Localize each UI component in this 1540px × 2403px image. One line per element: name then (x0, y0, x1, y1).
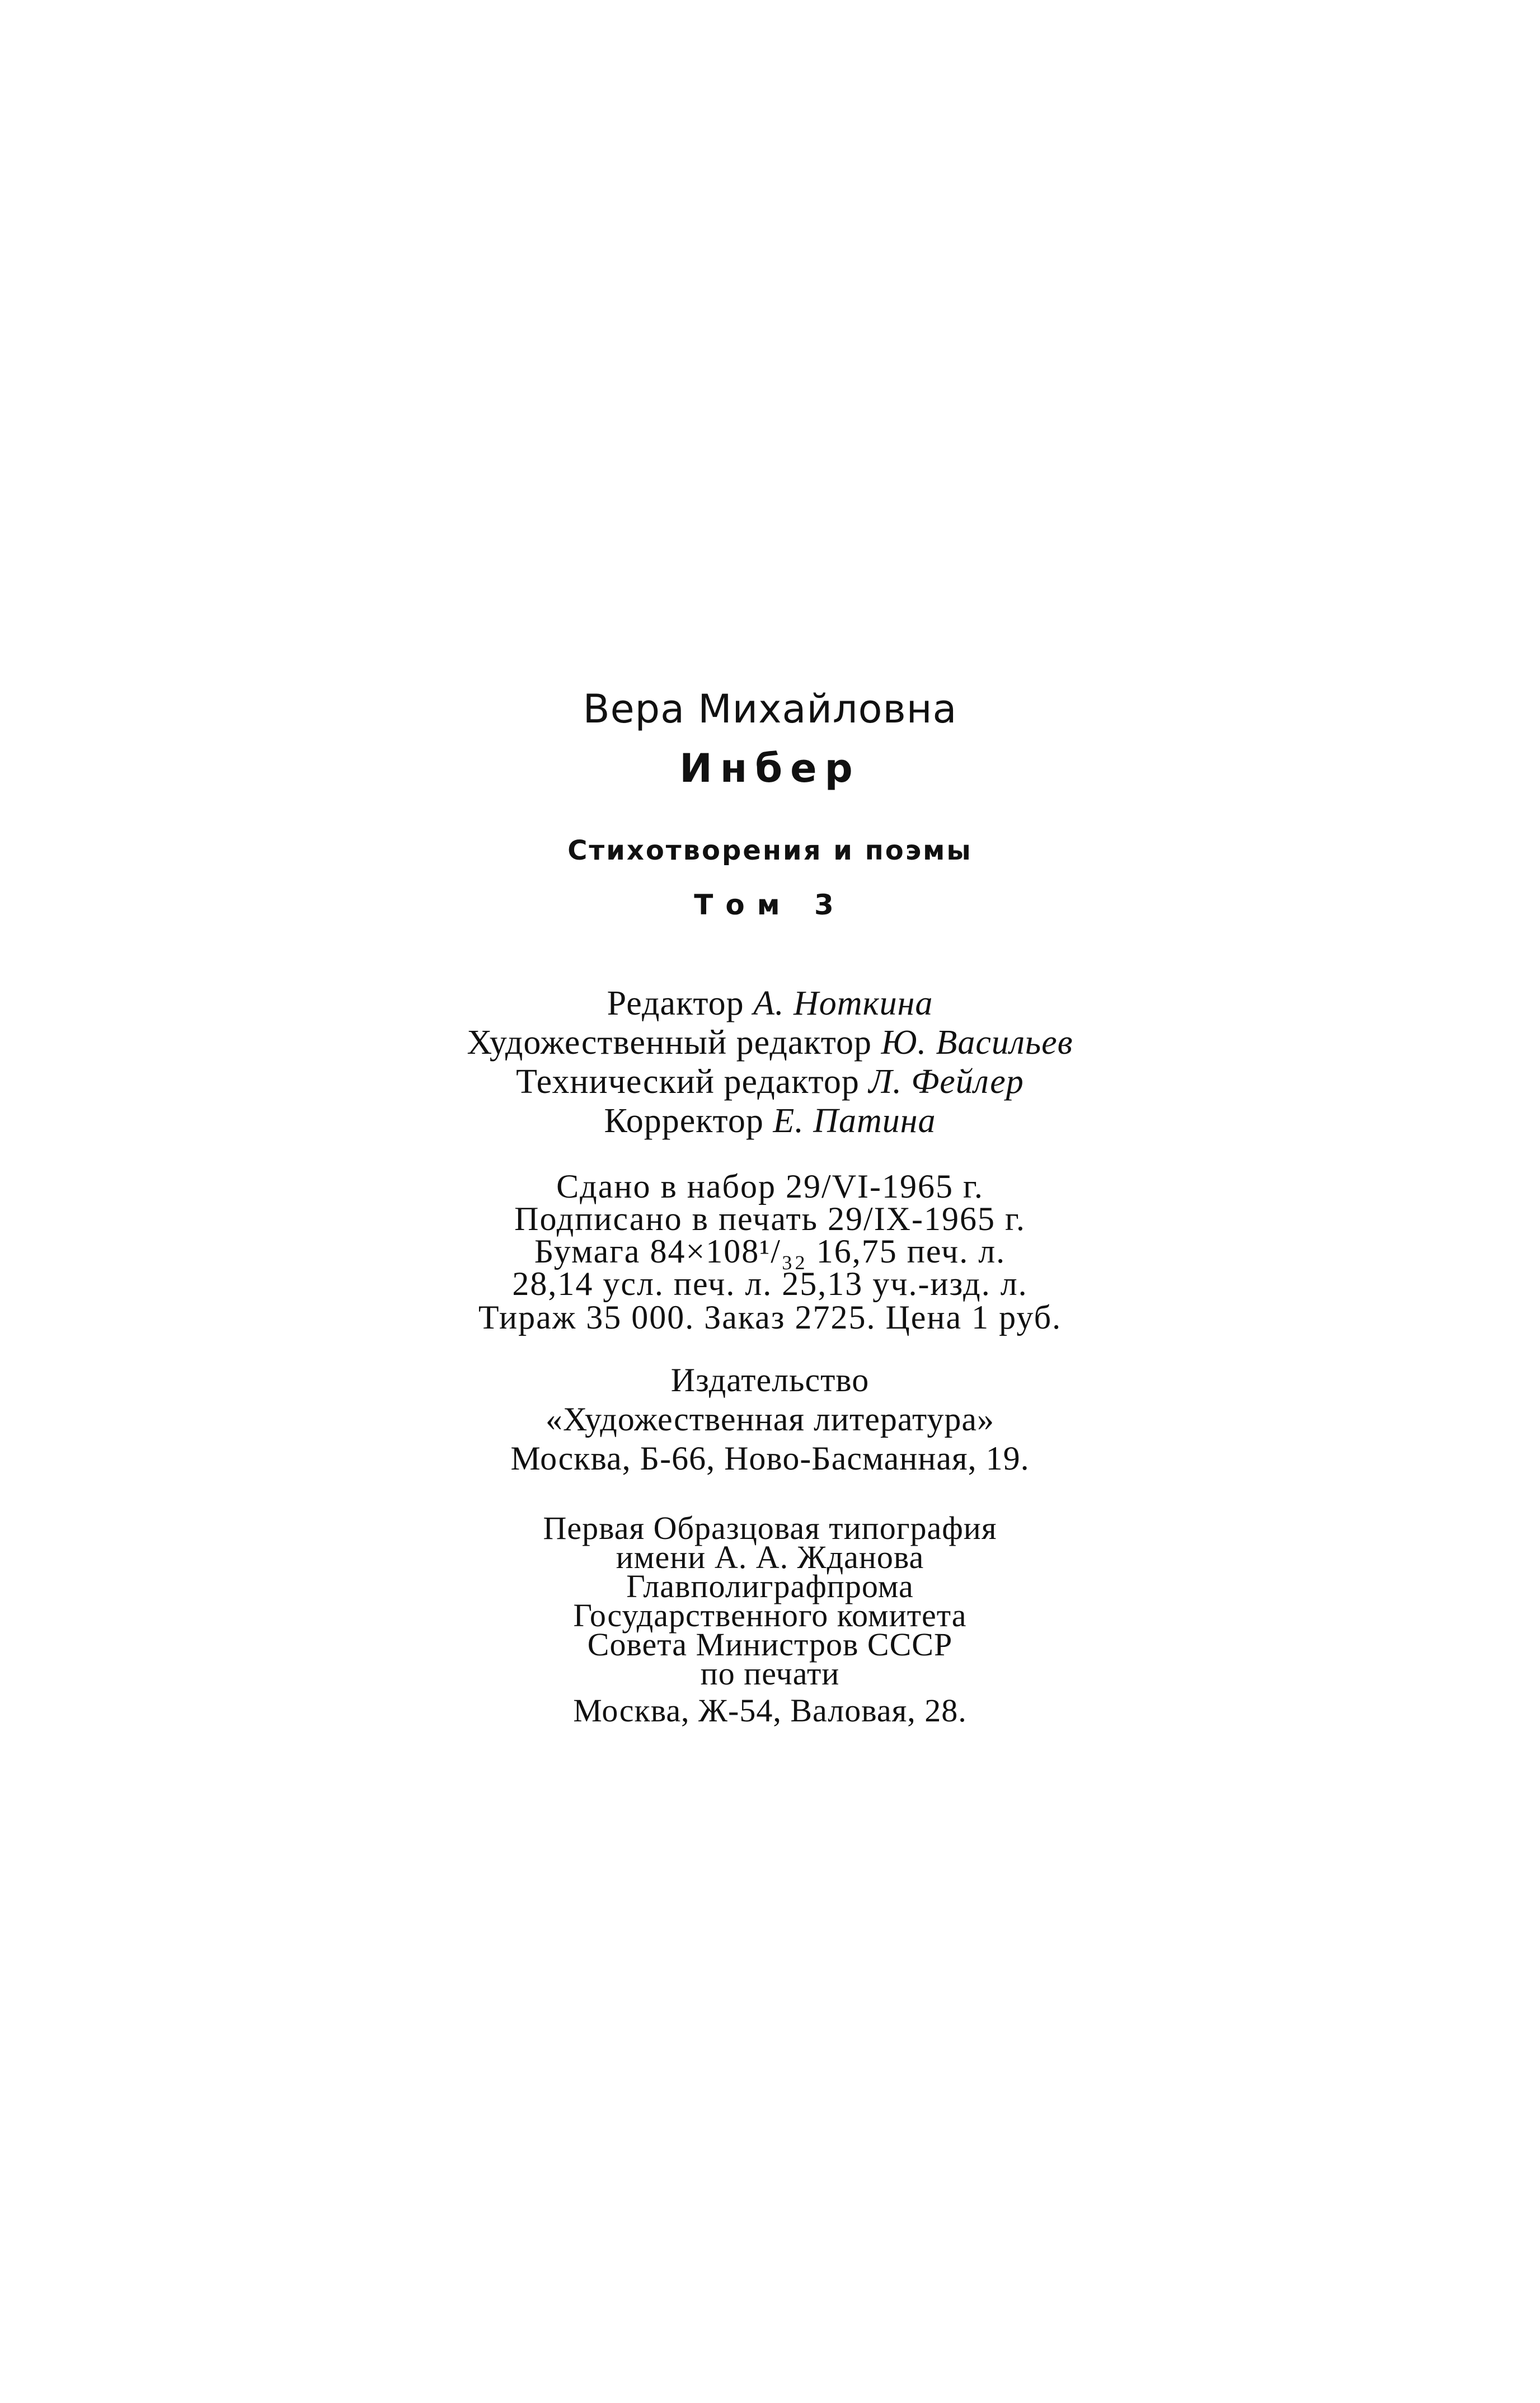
credit-art-editor (0, 1025, 1540, 1060)
credit-role: Технический редактор (516, 1063, 860, 1101)
publisher-name: «Художественная литература» (545, 1401, 995, 1438)
credit-role: Редактор (607, 984, 744, 1022)
printer-address: Москва, Ж-54, Валовая, 28. (573, 1692, 967, 1729)
credit-editor (0, 986, 1540, 1021)
print-paper-format: Бумага 84×108¹/₃₂ 16,75 печ. л. (534, 1233, 1006, 1270)
credit-person: Ю. Васильев (881, 1024, 1073, 1062)
publisher-label: Издательство (670, 1362, 870, 1398)
print-signed-date: Подписано в печать 29/IX-1965 г. (514, 1200, 1026, 1237)
credit-person: Л. Фейлер (868, 1063, 1024, 1101)
credit-role: Художественный редактор (467, 1024, 872, 1062)
printer-line: по печати (700, 1655, 840, 1692)
credit-tech-editor (0, 1064, 1540, 1099)
author-name: Вера Михайловна (583, 686, 957, 732)
printer-line: Государственного комитета (573, 1597, 967, 1634)
printer-line: Главполиграфпрома (626, 1568, 914, 1604)
print-sheets: 28,14 усл. печ. л. 25,13 уч.-изд. л. (512, 1265, 1028, 1302)
volume-number: Том 3 (694, 889, 846, 921)
credit-person: А. Ноткина (753, 984, 933, 1022)
credit-person: Е. Патина (773, 1102, 936, 1140)
book-subtitle: Стихотворения и поэмы (567, 835, 973, 866)
print-run-order-price: Тираж 35 000. Заказ 2725. Цена 1 руб. (478, 1299, 1062, 1336)
printer-line: Совета Министров СССР (587, 1626, 953, 1663)
printer-line: имени А. А. Жданова (616, 1539, 924, 1575)
credit-proofreader (0, 1104, 1540, 1138)
author-surname: Инбер (679, 745, 861, 791)
print-typeset-date: Сдано в набор 29/VI-1965 г. (556, 1168, 984, 1205)
publisher-address: Москва, Б-66, Ново-Басманная, 19. (510, 1440, 1030, 1477)
credit-role: Корректор (604, 1102, 764, 1140)
printer-line: Первая Образцовая типография (543, 1510, 997, 1546)
